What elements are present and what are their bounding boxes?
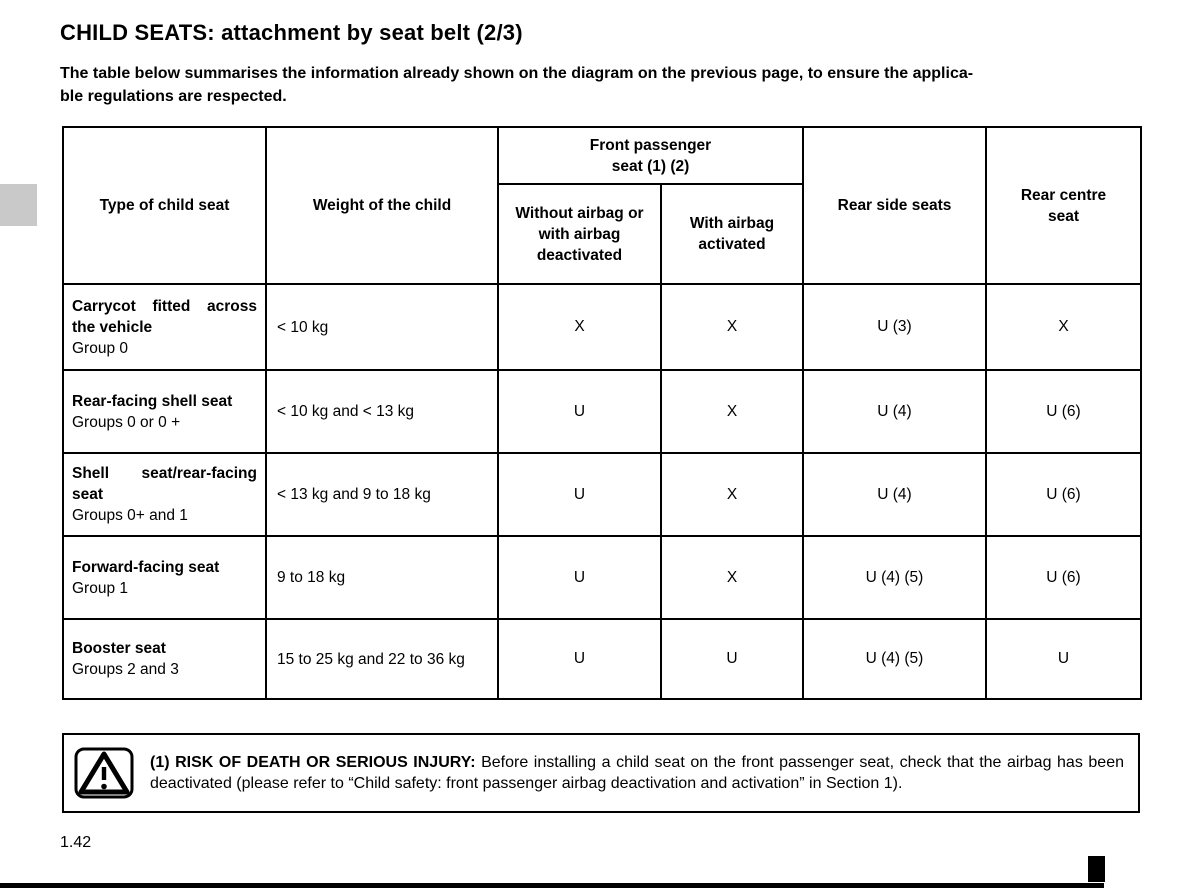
warning-text-body: Before installing a child seat on the front passenger seat, check that the airbag has been deactivated (please refer to “Child safety: front passenger airbag deactivation and activation” in Section 1). [150, 753, 1124, 792]
cell-weight: < 10 kg and < 13 kg [266, 370, 498, 453]
cell-seat-type [63, 536, 266, 619]
cell-rear-side: U (4) (5) [803, 536, 986, 619]
table-row-rear-facing-shell [63, 370, 1141, 453]
cell-without-airbag: U [498, 370, 661, 453]
seat-group: Groups 0 or 0 + [72, 413, 181, 431]
cell-rear-side: U (4) [803, 370, 986, 453]
header-rear-centre-seat-label: Rear centre seat [1020, 186, 1107, 225]
child-seat-table [62, 126, 1142, 700]
header-rear-side-seats: Rear side seats [803, 127, 986, 284]
header-weight-of-child: Weight of the child [266, 127, 498, 284]
cell-without-airbag: U [498, 453, 661, 536]
table-row-carrycot [63, 284, 1141, 370]
cell-rear-centre: U (6) [986, 370, 1141, 453]
cell-seat-type [63, 619, 266, 699]
seat-type-name: Rear-facing shell seat [72, 392, 233, 410]
cell-with-airbag: X [661, 284, 803, 370]
warning-text-bold: (1) RISK OF DEATH OR SERIOUS INJURY: [150, 753, 476, 771]
cell-rear-side: U (3) [803, 284, 986, 370]
table-header-row-top [63, 127, 1141, 184]
cell-seat-type [63, 370, 266, 453]
seat-type-name: Shell seat/rear-facing seat [72, 465, 257, 503]
corner-mark-decoration [1088, 856, 1105, 882]
cell-rear-centre: U [986, 619, 1141, 699]
cell-weight: 15 to 25 kg and 22 to 36 kg [266, 619, 498, 699]
cell-with-airbag: U [661, 619, 803, 699]
table-row-booster [63, 619, 1141, 699]
cell-seat-type [63, 284, 266, 370]
seat-type-name: Booster seat [72, 640, 166, 657]
seat-type-name: Carrycot fitted across the vehicle [72, 297, 257, 336]
page-title: CHILD SEATS: attachment by seat belt (2/3) [60, 20, 523, 45]
header-front-passenger-seat-label: Front passenger seat (1) (2) [589, 136, 712, 175]
cell-with-airbag: X [661, 453, 803, 536]
seat-group: Group 0 [72, 339, 129, 357]
cell-rear-centre: U (6) [986, 453, 1141, 536]
warning-text [150, 752, 1124, 795]
table-row-forward-facing [63, 536, 1141, 619]
warning-triangle-icon [74, 747, 134, 799]
cell-with-airbag: X [661, 370, 803, 453]
cell-weight: < 10 kg [266, 284, 498, 370]
header-front-passenger-seat [498, 127, 803, 184]
seat-group: Group 1 [72, 579, 129, 597]
section-tab-marker [0, 184, 37, 226]
seat-group: Groups 0+ and 1 [72, 507, 188, 524]
cell-rear-side: U (4) [803, 453, 986, 536]
cell-rear-centre: U (6) [986, 536, 1141, 619]
bottom-bar-decoration [0, 883, 1104, 888]
header-rear-centre-seat [986, 127, 1141, 284]
header-with-airbag: With airbag activated [661, 184, 803, 284]
cell-rear-side: U (4) (5) [803, 619, 986, 699]
header-type-of-child-seat: Type of child seat [63, 127, 266, 284]
cell-weight: 9 to 18 kg [266, 536, 498, 619]
header-without-airbag: Without airbag or with airbag deactivated [498, 184, 661, 284]
intro-line-1: The table below summarises the information already shown on the diagram on the previous page, to ensure the applica- [60, 65, 974, 82]
page-number: 1.42 [60, 834, 92, 851]
cell-without-airbag: U [498, 536, 661, 619]
cell-with-airbag: X [661, 536, 803, 619]
cell-rear-centre: X [986, 284, 1141, 370]
warning-box [62, 733, 1140, 813]
seat-group: Groups 2 and 3 [72, 661, 179, 678]
intro-text [60, 62, 1150, 108]
cell-without-airbag: U [498, 619, 661, 699]
cell-without-airbag: X [498, 284, 661, 370]
cell-seat-type [63, 453, 266, 536]
seat-type-name: Forward-facing seat [72, 558, 220, 576]
cell-weight: < 13 kg and 9 to 18 kg [266, 453, 498, 536]
intro-line-2: ble regulations are respected. [60, 88, 287, 105]
table-row-shell-seat [63, 453, 1141, 536]
